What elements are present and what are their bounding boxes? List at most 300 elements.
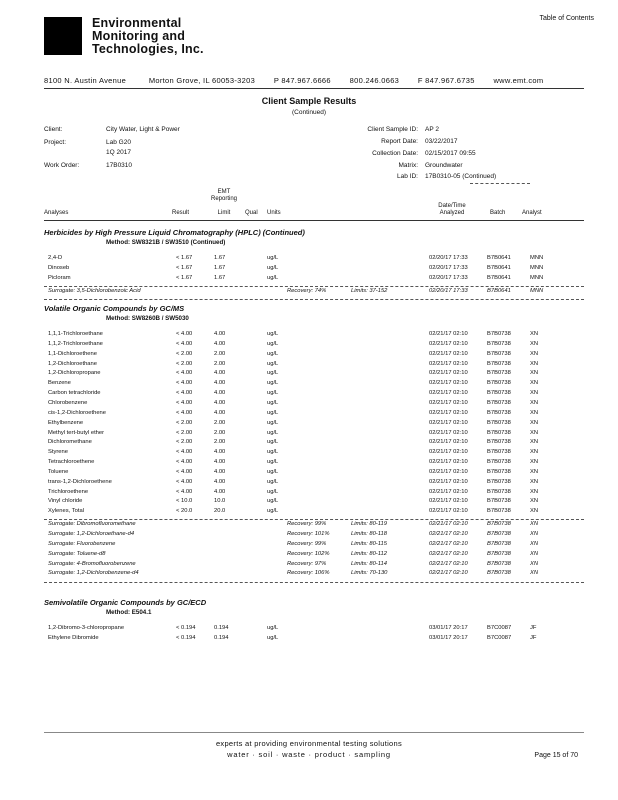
date-analyzed: 02/21/17 02:10 (429, 498, 468, 505)
analyst: XN (530, 478, 539, 485)
analyst: XN (530, 350, 539, 357)
reporting-limit: 4.00 (214, 340, 226, 347)
date-analyzed: 02/21/17 02:10 (429, 370, 468, 377)
surrogate-divider (44, 286, 584, 287)
units: ug/L (267, 340, 279, 347)
date-analyzed: 02/21/17 02:10 (429, 508, 468, 515)
surrogate-divider (44, 519, 584, 520)
batch-id: B7B0738 (487, 468, 511, 475)
batch-id: B7B0641 (487, 255, 511, 261)
analyst: XN (530, 390, 539, 397)
table-row (44, 410, 584, 420)
analyst: XN (530, 570, 539, 577)
result-value: < 20.0 (176, 508, 193, 515)
analyte-name: 2,4-D (48, 255, 63, 261)
surrogate-recovery: Recovery: 101% (287, 531, 330, 537)
company-name-line: Environmental (92, 16, 182, 30)
result-value: < 0.194 (176, 625, 196, 631)
col-date-analyzed-line: Date/Time (438, 203, 466, 209)
analyte-name: 1,1-Dichloroethene (48, 350, 97, 357)
client-label: Client: (44, 126, 63, 133)
result-value: < 2.00 (176, 419, 193, 426)
analyst: MNN (530, 274, 544, 281)
units: ug/L (267, 468, 279, 475)
units: ug/L (267, 449, 279, 456)
analyte-name: Toluene (48, 468, 69, 475)
reporting-limit: 4.00 (214, 399, 226, 406)
analyst: XN (530, 459, 539, 466)
method-label: Method: SW8321B / SW3510 (Continued) (106, 239, 226, 246)
analyst: XN (530, 531, 539, 537)
result-value: < 4.00 (176, 380, 193, 387)
section-title: Volatile Organic Compounds by GC/MS (44, 304, 185, 313)
project-label: Project: (44, 139, 67, 146)
table-row (44, 275, 584, 285)
result-value: < 0.194 (176, 634, 196, 641)
result-value: < 1.67 (176, 255, 193, 261)
surrogate-row (44, 288, 584, 298)
surrogate-row (44, 521, 584, 531)
analyst: XN (530, 331, 539, 337)
table-row (44, 420, 584, 430)
date-analyzed: 02/21/17 02:10 (429, 419, 468, 426)
analyte-name: Xylenes, Total (48, 508, 84, 515)
analyst: MNN (530, 287, 544, 294)
reporting-limit: 2.00 (214, 419, 226, 426)
page-title: Client Sample Results (261, 96, 357, 106)
analyte-name: Picloram (48, 274, 71, 281)
batch-id: B7B0738 (487, 508, 511, 515)
batch-id: B7B0738 (487, 340, 511, 347)
lab-id-underline (470, 183, 530, 184)
result-value: < 10.0 (176, 498, 193, 505)
analyst: XN (530, 439, 539, 446)
section-title: Herbicides by High Pressure Liquid Chromatography (HPLC) (Continued) (44, 228, 305, 237)
analyte-name: Trichloroethene (48, 488, 89, 495)
col-analyses: Analyses (44, 210, 69, 216)
batch-id: B7B0738 (487, 488, 511, 495)
table-row (44, 380, 584, 390)
units: ug/L (267, 380, 279, 387)
phone-number: P 847.967.6666 (273, 76, 331, 85)
result-value: < 2.00 (176, 429, 193, 436)
result-value: < 4.00 (176, 468, 193, 475)
units: ug/L (267, 274, 279, 281)
analyst: XN (530, 360, 539, 367)
method-label: Method: E504.1 (106, 609, 152, 616)
col-reporting-limit-line: Reporting (210, 196, 237, 202)
analyte-name: cis-1,2-Dichloroethene (48, 409, 106, 416)
surrogate-row (44, 541, 584, 551)
city-address: Morton Grove, IL 60053-3203 (148, 76, 256, 85)
reporting-limit: 4.00 (214, 488, 226, 495)
report-date-value: 03/22/2017 (425, 138, 458, 145)
analyte-name: Benzene (48, 380, 71, 387)
work-order-label: Work Order: (44, 162, 80, 169)
batch-id: B7B0738 (487, 370, 511, 377)
result-value: < 4.00 (176, 331, 193, 337)
page-subtitle: (Continued) (292, 109, 326, 116)
units: ug/L (267, 409, 279, 416)
reporting-limit: 4.00 (214, 331, 226, 337)
table-row (44, 430, 584, 440)
surrogate-limits: Limits: 80-119 (351, 521, 387, 528)
analyst: XN (530, 508, 539, 515)
batch-id: B7B0641 (487, 264, 511, 271)
analyte-name: Methyl tert-butyl ether (48, 429, 105, 436)
batch-id: B7B0738 (487, 399, 511, 406)
col-qual: Qual (245, 210, 258, 216)
reporting-limit: 1.67 (214, 255, 226, 261)
table-row (44, 439, 584, 449)
batch-id: B7B0738 (487, 521, 511, 528)
table-row (44, 370, 584, 380)
reporting-limit: 0.194 (214, 634, 229, 641)
batch-id: B7B0641 (487, 274, 511, 281)
batch-id: B7B0738 (487, 380, 511, 387)
project-value-2: 1Q 2017 (106, 149, 131, 156)
col-date-analyzed-line: Analyzed (439, 210, 465, 216)
date-analyzed: 02/21/17 02:10 (429, 540, 468, 547)
date-analyzed: 02/20/17 17:33 (429, 264, 468, 271)
reporting-limit: 2.00 (214, 439, 226, 446)
units: ug/L (267, 634, 279, 641)
date-analyzed: 02/21/17 02:10 (429, 531, 468, 537)
result-value: < 4.00 (176, 399, 193, 406)
reporting-limit: 4.00 (214, 468, 226, 475)
reporting-limit: 4.00 (214, 370, 226, 377)
date-analyzed: 02/21/17 02:10 (429, 550, 468, 557)
batch-id: B7B0738 (487, 550, 511, 557)
analyst: XN (530, 429, 539, 436)
units: ug/L (267, 264, 279, 271)
batch-id: B7B0738 (487, 560, 511, 567)
surrogate-recovery: Recovery: 74% (287, 287, 327, 294)
units: ug/L (267, 390, 279, 397)
batch-id: B7B0738 (487, 459, 511, 466)
date-analyzed: 02/21/17 02:10 (429, 478, 468, 485)
company-logo (44, 17, 82, 55)
matrix-label: Matrix: (398, 162, 418, 169)
analyte-name: Chlorobenzene (48, 399, 88, 406)
table-row (44, 400, 584, 410)
method-label: Method: SW8260B / SW5030 (106, 315, 189, 322)
batch-id: B7B0738 (487, 498, 511, 505)
reporting-limit: 2.00 (214, 429, 226, 436)
company-name-line: Technologies, Inc. (92, 42, 204, 56)
result-value: < 4.00 (176, 449, 193, 456)
table-row (44, 361, 584, 371)
reporting-limit: 2.00 (214, 360, 226, 367)
table-row (44, 390, 584, 400)
work-order-value: 17B0310 (106, 162, 133, 169)
date-analyzed: 02/21/17 02:10 (429, 459, 468, 466)
surrogate-name: Surrogate: Fluorobenzene (48, 540, 116, 547)
analyst: MNN (530, 255, 544, 261)
page-number: Page 15 of 70 (534, 752, 578, 759)
table-header-divider (44, 220, 584, 221)
date-analyzed: 02/21/17 02:10 (429, 488, 468, 495)
date-analyzed: 03/01/17 20:17 (429, 625, 468, 631)
surrogate-row (44, 531, 584, 541)
reporting-limit: 0.194 (214, 625, 229, 631)
company-name (92, 17, 204, 56)
date-analyzed: 02/21/17 02:10 (429, 380, 468, 387)
analyst: JF (530, 634, 537, 641)
surrogate-name: Surrogate: 1,2-Dichlorobenzene-d4 (48, 570, 139, 577)
col-analyst: Analyst (522, 210, 542, 216)
units: ug/L (267, 478, 279, 485)
batch-id: B7B0738 (487, 439, 511, 446)
surrogate-recovery: Recovery: 99% (287, 521, 327, 528)
batch-id: B7C0087 (487, 634, 512, 641)
table-row (44, 255, 584, 265)
col-reporting-limit-line: EMT (217, 189, 231, 195)
date-analyzed: 02/21/17 02:10 (429, 570, 468, 577)
date-analyzed: 02/20/17 17:33 (429, 287, 468, 294)
toll-free-number: 800.246.0663 (349, 76, 400, 85)
units: ug/L (267, 625, 279, 631)
batch-id: B7B0738 (487, 350, 511, 357)
date-analyzed: 02/21/17 02:10 (429, 409, 468, 416)
analyst: XN (530, 370, 539, 377)
report-date-label: Report Date: (381, 138, 418, 145)
table-of-contents-link[interactable]: Table of Contents (539, 15, 594, 22)
table-row (44, 635, 584, 645)
units: ug/L (267, 459, 279, 466)
reporting-limit: 4.00 (214, 478, 226, 485)
units: ug/L (267, 488, 279, 495)
project-value: Lab G20 (106, 139, 131, 146)
batch-id: B7B0738 (487, 478, 511, 485)
footer-divider (44, 732, 584, 733)
units: ug/L (267, 399, 279, 406)
reporting-limit: 1.67 (214, 264, 226, 271)
result-value: < 2.00 (176, 439, 193, 446)
surrogate-limits: Limits: 80-115 (351, 540, 387, 547)
reporting-limit: 2.00 (214, 350, 226, 357)
surrogate-name: Surrogate: 1,2-Dichloroethane-d4 (48, 531, 135, 537)
analyst: XN (530, 540, 539, 547)
table-row (44, 498, 584, 508)
analyte-name: Tetrachloroethene (48, 459, 95, 466)
batch-id: B7B0738 (487, 531, 511, 537)
surrogate-recovery: Recovery: 106% (287, 570, 330, 577)
surrogate-name: Surrogate: Toluene-d8 (48, 550, 106, 557)
batch-id: B7B0738 (487, 409, 511, 416)
surrogate-name: Surrogate: 3,5-Dichlorobenzoic Acid (48, 287, 141, 294)
date-analyzed: 02/21/17 02:10 (429, 429, 468, 436)
units: ug/L (267, 508, 279, 515)
date-analyzed: 02/20/17 17:33 (429, 255, 468, 261)
date-analyzed: 02/21/17 02:10 (429, 340, 468, 347)
date-analyzed: 02/21/17 02:10 (429, 449, 468, 456)
date-analyzed: 03/01/17 20:17 (429, 634, 468, 641)
batch-id: B7C0087 (487, 625, 512, 631)
analyst: XN (530, 560, 539, 567)
date-analyzed: 02/21/17 02:10 (429, 439, 468, 446)
reporting-limit: 4.00 (214, 380, 226, 387)
result-value: < 1.67 (176, 264, 193, 271)
reporting-limit: 4.00 (214, 449, 226, 456)
analyst: XN (530, 488, 539, 495)
col-date-analyzed (427, 203, 477, 217)
batch-id: B7B0641 (487, 287, 511, 294)
surrogate-row (44, 561, 584, 571)
table-row (44, 625, 584, 635)
footer-services: water · soil · waste · product · sampling (227, 750, 391, 759)
analyst: JF (530, 625, 537, 631)
analyte-name: 1,1,2-Trichloroethane (48, 340, 103, 347)
result-value: < 2.00 (176, 360, 193, 367)
client-value: City Water, Light & Power (106, 126, 180, 133)
table-row (44, 479, 584, 489)
units: ug/L (267, 370, 279, 377)
result-value: < 4.00 (176, 390, 193, 397)
surrogate-limits: Limits: 80-112 (351, 550, 387, 557)
analyte-name: Carbon tetrachloride (48, 390, 101, 397)
units: ug/L (267, 360, 279, 367)
batch-id: B7B0738 (487, 570, 511, 577)
col-reporting-limit (204, 189, 244, 217)
units: ug/L (267, 498, 279, 505)
batch-id: B7B0738 (487, 540, 511, 547)
batch-id: B7B0738 (487, 449, 511, 456)
units: ug/L (267, 331, 279, 337)
surrogate-row (44, 551, 584, 561)
reporting-limit: 4.00 (214, 459, 226, 466)
date-analyzed: 02/21/17 02:10 (429, 521, 468, 528)
table-row (44, 459, 584, 469)
result-value: < 2.00 (176, 350, 193, 357)
reporting-limit: 1.67 (214, 274, 226, 281)
date-analyzed: 02/21/17 02:10 (429, 468, 468, 475)
section-divider (44, 299, 584, 300)
table-row (44, 265, 584, 275)
sample-id-label: Client Sample ID: (367, 126, 418, 133)
analyte-name: Ethylbenzene (48, 419, 84, 426)
date-analyzed: 02/21/17 02:10 (429, 360, 468, 367)
result-value: < 1.67 (176, 274, 193, 281)
section-divider (44, 582, 584, 583)
surrogate-limits: Limits: 80-118 (351, 531, 387, 537)
surrogate-recovery: Recovery: 102% (287, 550, 330, 557)
col-batch: Batch (490, 210, 506, 216)
units: ug/L (267, 439, 279, 446)
table-row (44, 351, 584, 361)
result-value: < 4.00 (176, 370, 193, 377)
units: ug/L (267, 350, 279, 357)
analyst: XN (530, 380, 539, 387)
date-analyzed: 02/21/17 02:10 (429, 390, 468, 397)
units: ug/L (267, 429, 279, 436)
surrogate-limits: Limits: 80-114 (351, 560, 387, 567)
batch-id: B7B0738 (487, 429, 511, 436)
table-row (44, 449, 584, 459)
date-analyzed: 02/21/17 02:10 (429, 560, 468, 567)
reporting-limit: 10.0 (214, 498, 226, 505)
analyst: XN (530, 419, 539, 426)
result-value: < 4.00 (176, 478, 193, 485)
analyte-name: Dinoseb (48, 264, 70, 271)
reporting-limit: 20.0 (214, 508, 226, 515)
result-value: < 4.00 (176, 488, 193, 495)
col-units: Units (267, 210, 281, 216)
lab-id-value: 17B0310-05 (Continued) (425, 173, 497, 180)
analyte-name: Vinyl chloride (48, 498, 83, 505)
date-analyzed: 02/20/17 17:33 (429, 274, 468, 281)
surrogate-name: Surrogate: 4-Bromofluorobenzene (48, 560, 136, 567)
analyte-name: Dichloromethane (48, 439, 92, 446)
analyst: XN (530, 409, 539, 416)
units: ug/L (267, 255, 279, 261)
col-result: Result (172, 210, 190, 216)
surrogate-limits: Limits: 37-152 (351, 287, 388, 294)
matrix-value: Groundwater (425, 162, 463, 169)
table-row (44, 331, 584, 341)
analyst: XN (530, 468, 539, 475)
company-name-line: Monitoring and (92, 29, 186, 43)
surrogate-recovery: Recovery: 97% (287, 560, 327, 567)
street-address: 8100 N. Austin Avenue (44, 76, 127, 85)
result-value: < 4.00 (176, 459, 193, 466)
batch-id: B7B0738 (487, 331, 511, 337)
date-analyzed: 02/21/17 02:10 (429, 350, 468, 357)
footer-tagline: experts at providing environmental testing solutions (215, 739, 403, 748)
sample-id-value: AP 2 (425, 126, 439, 133)
analyte-name: 1,2-Dibromo-3-chloropropane (48, 625, 125, 631)
analyst: XN (530, 550, 539, 557)
units: ug/L (267, 419, 279, 426)
surrogate-row (44, 570, 584, 580)
collection-date-value: 02/15/2017 09:55 (425, 150, 476, 157)
result-value: < 4.00 (176, 409, 193, 416)
analyte-name: 1,2-Dichloroethane (48, 360, 97, 367)
batch-id: B7B0738 (487, 360, 511, 367)
table-row (44, 341, 584, 351)
address-bar (44, 76, 584, 85)
date-analyzed: 02/21/17 02:10 (429, 331, 468, 337)
table-row (44, 508, 584, 518)
batch-id: B7B0738 (487, 419, 511, 426)
lab-id-label: Lab ID: (397, 173, 418, 180)
col-reporting-limit-line: Limit (217, 210, 231, 216)
analyte-name: 1,2-Dichloropropane (48, 370, 101, 377)
reporting-limit: 4.00 (214, 390, 226, 397)
fax-number: F 847.967.6735 (417, 76, 475, 85)
analyst: XN (530, 521, 539, 528)
analyst: XN (530, 498, 539, 505)
surrogate-recovery: Recovery: 99% (287, 540, 327, 547)
collection-date-label: Collection Date: (372, 150, 418, 157)
result-value: < 4.00 (176, 340, 193, 347)
table-row (44, 489, 584, 499)
batch-id: B7B0738 (487, 390, 511, 397)
analyte-name: Ethylene Dibromide (48, 634, 99, 641)
section-title: Semivolatile Organic Compounds by GC/ECD (44, 598, 207, 607)
analyst: XN (530, 399, 539, 406)
date-analyzed: 02/21/17 02:10 (429, 399, 468, 406)
analyst: XN (530, 449, 539, 456)
analyst: XN (530, 340, 539, 347)
analyst: MNN (530, 264, 544, 271)
table-row (44, 469, 584, 479)
surrogate-name: Surrogate: Dibromofluoromethane (48, 521, 136, 528)
reporting-limit: 4.00 (214, 409, 226, 416)
analyte-name: trans-1,2-Dichloroethene (48, 478, 112, 485)
analyte-name: 1,1,1-Trichloroethane (48, 331, 103, 337)
header-divider (44, 88, 584, 89)
